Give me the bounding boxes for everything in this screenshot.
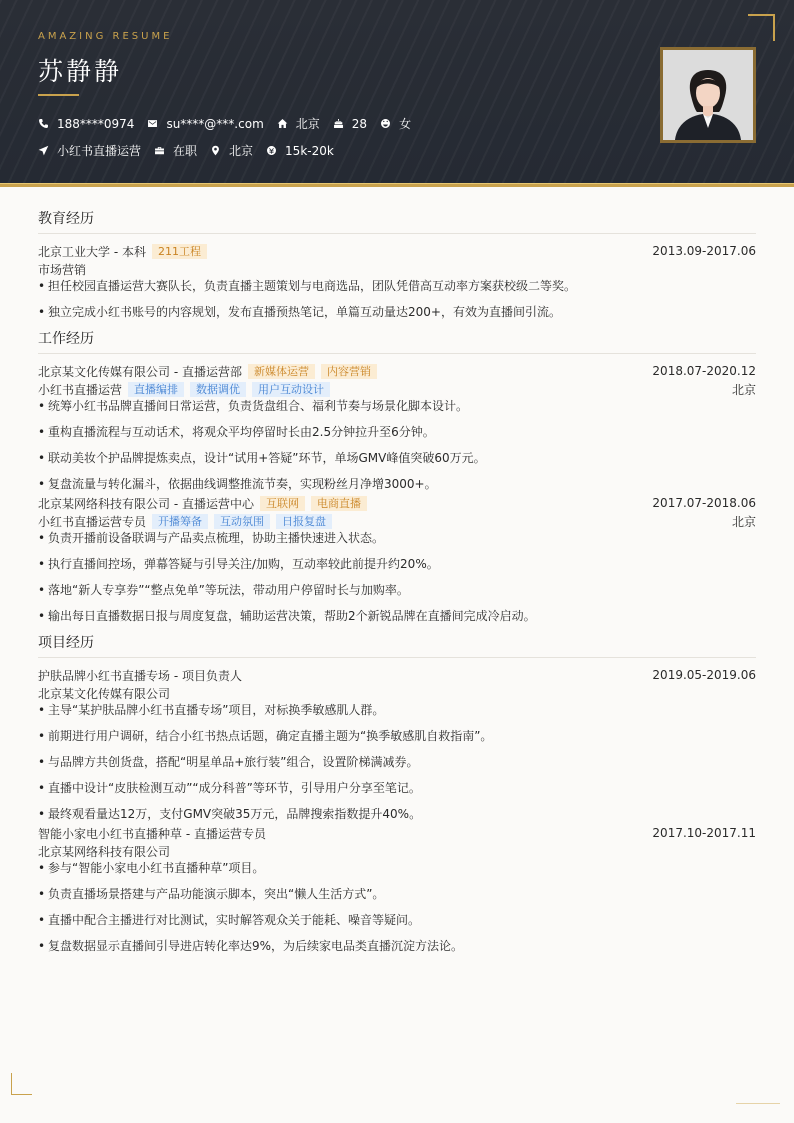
bullet-list [38, 530, 756, 624]
entry-date: 2018.07-2020.12 [652, 364, 756, 378]
info-age [333, 117, 367, 131]
project-section [38, 634, 756, 954]
phone-icon [38, 118, 49, 129]
profile-photo [660, 47, 756, 143]
salary-text: 15k-20k [285, 143, 334, 158]
list-item: • 与品牌方共创货盘，搭配“明星单品+旅行装”组合，设置阶梯满减券。 [38, 754, 756, 770]
candidate-name: 苏静静 [38, 57, 123, 86]
bullet-list [38, 398, 756, 492]
mail-icon [147, 118, 158, 129]
skill-tag: 开播筹备 [152, 514, 208, 529]
name-underline [38, 94, 79, 96]
section-title: 教育经历 [38, 210, 756, 234]
entry-subheader [38, 512, 756, 530]
education-entry [38, 242, 756, 320]
project-role: 护肤品牌小红书直播专场 - 项目负责人 [38, 668, 242, 683]
header-divider [0, 183, 794, 187]
project-company: 北京某文化传媒有限公司 [38, 686, 171, 701]
list-item: • 前期进行用户调研，结合小红书热点话题，确定直播主题为“换季敏感肌自救指南”。 [38, 728, 756, 744]
corner-decoration [736, 1103, 780, 1104]
corner-decoration [11, 1073, 32, 1095]
info-home [277, 115, 320, 132]
entry-header [38, 242, 756, 260]
entry-subheader [38, 260, 756, 278]
list-item: • 担任校园直播运营大赛队长，负责直播主题策划与电商选品，团队凭借高互动率方案获校级二等奖。 [38, 278, 756, 294]
target-role-text: 小红书直播运营 [57, 144, 142, 158]
list-item: • 负责开播前设备联调与产品卖点梳理，协助主播快速进入状态。 [38, 530, 756, 546]
info-target-city [210, 142, 253, 159]
work-entry [38, 362, 756, 492]
list-item: • 复盘数据显示直播间引导进店转化率达9%，为后续家电品类直播沉淀方法论。 [38, 938, 756, 954]
phone-text: 188****0974 [57, 116, 135, 131]
section-title: 项目经历 [38, 634, 756, 658]
info-email [147, 117, 263, 131]
info-salary [266, 144, 334, 158]
entry-date: 2013.09-2017.06 [652, 244, 756, 258]
info-phone [38, 117, 134, 131]
info-gender [380, 115, 411, 132]
job-city: 北京 [731, 514, 756, 529]
bullet-list [38, 278, 756, 320]
skill-tag: 数据调优 [190, 382, 246, 397]
school-degree: 北京工业大学 - 本科 [38, 244, 146, 259]
list-item: • 落地“新人专享券”“整点免单”等玩法，带动用户停留时长与加购率。 [38, 582, 756, 598]
list-item: • 直播中设计“皮肤检测互动”“成分科普”等环节，引导用户分享至笔记。 [38, 780, 756, 796]
company-department: 北京某网络科技有限公司 - 直播运营中心 [38, 496, 254, 511]
entry-date: 2017.07-2018.06 [652, 496, 756, 510]
target-city-text: 北京 [229, 144, 254, 158]
job-role: 小红书直播运营 [38, 382, 123, 397]
list-item: • 直播中配合主播进行对比测试，实时解答观众关于能耗、噪音等疑问。 [38, 912, 756, 928]
resume-tagline: AMAZING RESUME [38, 31, 173, 42]
info-target-role [38, 142, 141, 159]
job-city: 北京 [731, 382, 756, 397]
briefcase-icon [154, 145, 165, 156]
project-company: 北京某网络科技有限公司 [38, 844, 171, 859]
send-icon [38, 145, 49, 156]
entry-date: 2019.05-2019.06 [652, 668, 756, 682]
skill-tag: 互动氛围 [214, 514, 270, 529]
project-role: 智能小家电小红书直播种草 - 直播运营专员 [38, 826, 266, 841]
list-item: • 输出每日直播数据日报与周度复盘，辅助运营决策，帮助2个新锐品牌在直播间完成冷启动。 [38, 608, 756, 624]
cake-icon [333, 118, 344, 129]
list-item: • 主导“某护肤品牌小红书直播专场”项目，对标换季敏感肌人群。 [38, 702, 756, 718]
entry-header [38, 494, 756, 512]
entry-subheader [38, 380, 756, 398]
basic-info-row [38, 115, 424, 132]
email-text: su****@***.com [166, 116, 264, 131]
location-pin-icon [210, 145, 221, 156]
company-tag: 电商直播 [311, 496, 367, 511]
list-item: • 执行直播间控场，弹幕答疑与引导关注/加购，互动率较此前提升约20%。 [38, 556, 756, 572]
company-department: 北京某文化传媒有限公司 - 直播运营部 [38, 364, 242, 379]
entry-date: 2017.10-2017.11 [652, 826, 756, 840]
work-section [38, 330, 756, 624]
corner-decoration [748, 14, 775, 41]
avatar [663, 50, 753, 140]
gender-icon [380, 118, 391, 129]
list-item: • 统筹小红书品牌直播间日常运营，负责货盘组合、福利节奏与场景化脚本设计。 [38, 398, 756, 414]
list-item: • 重构直播流程与互动话术，将观众平均停留时长由2.5分钟拉升至6分钟。 [38, 424, 756, 440]
bullet-list [38, 702, 756, 822]
job-intent-row [38, 142, 347, 159]
resume-header [0, 0, 794, 183]
gender-text: 女 [399, 117, 412, 131]
project-entry [38, 666, 756, 822]
list-item: • 负责直播场景搭建与产品功能演示脚本，突出“懒人生活方式”。 [38, 886, 756, 902]
project-entry [38, 824, 756, 954]
money-icon [266, 145, 277, 156]
company-tag: 互联网 [260, 496, 305, 511]
list-item: • 独立完成小红书账号的内容规划，发布直播预热笔记，单篇互动量达200+，有效为直播间引流。 [38, 304, 756, 320]
section-title: 工作经历 [38, 330, 756, 354]
major: 市场营销 [38, 262, 87, 277]
bullet-list [38, 860, 756, 954]
home-icon [277, 118, 288, 129]
resume-body [38, 210, 756, 964]
entry-header [38, 666, 756, 684]
education-section [38, 210, 756, 320]
company-tag: 新媒体运营 [248, 364, 315, 379]
list-item: • 参与“智能小家电小红书直播种草”项目。 [38, 860, 756, 876]
skill-tag: 日报复盘 [276, 514, 332, 529]
job-role: 小红书直播运营专员 [38, 514, 147, 529]
company-tag: 内容营销 [321, 364, 377, 379]
entry-subheader [38, 684, 756, 702]
age-text: 28 [351, 116, 368, 131]
entry-header [38, 824, 756, 842]
skill-tag: 直播编排 [128, 382, 184, 397]
list-item: • 复盘流量与转化漏斗，依据曲线调整推流节奏，实现粉丝月净增3000+。 [38, 476, 756, 492]
list-item: • 联动美妆个护品牌提炼卖点，设计“试用+答疑”环节，单场GMV峰值突破60万元。 [38, 450, 756, 466]
status-text: 在职 [173, 144, 198, 158]
entry-subheader [38, 842, 756, 860]
list-item: • 最终观看量达12万，支付GMV突破35万元，品牌搜索指数提升40%。 [38, 806, 756, 822]
school-tag: 211工程 [152, 244, 207, 259]
info-status [154, 142, 197, 159]
work-entry [38, 494, 756, 624]
entry-header [38, 362, 756, 380]
skill-tag: 用户互动设计 [252, 382, 330, 397]
home-text: 北京 [295, 117, 320, 131]
